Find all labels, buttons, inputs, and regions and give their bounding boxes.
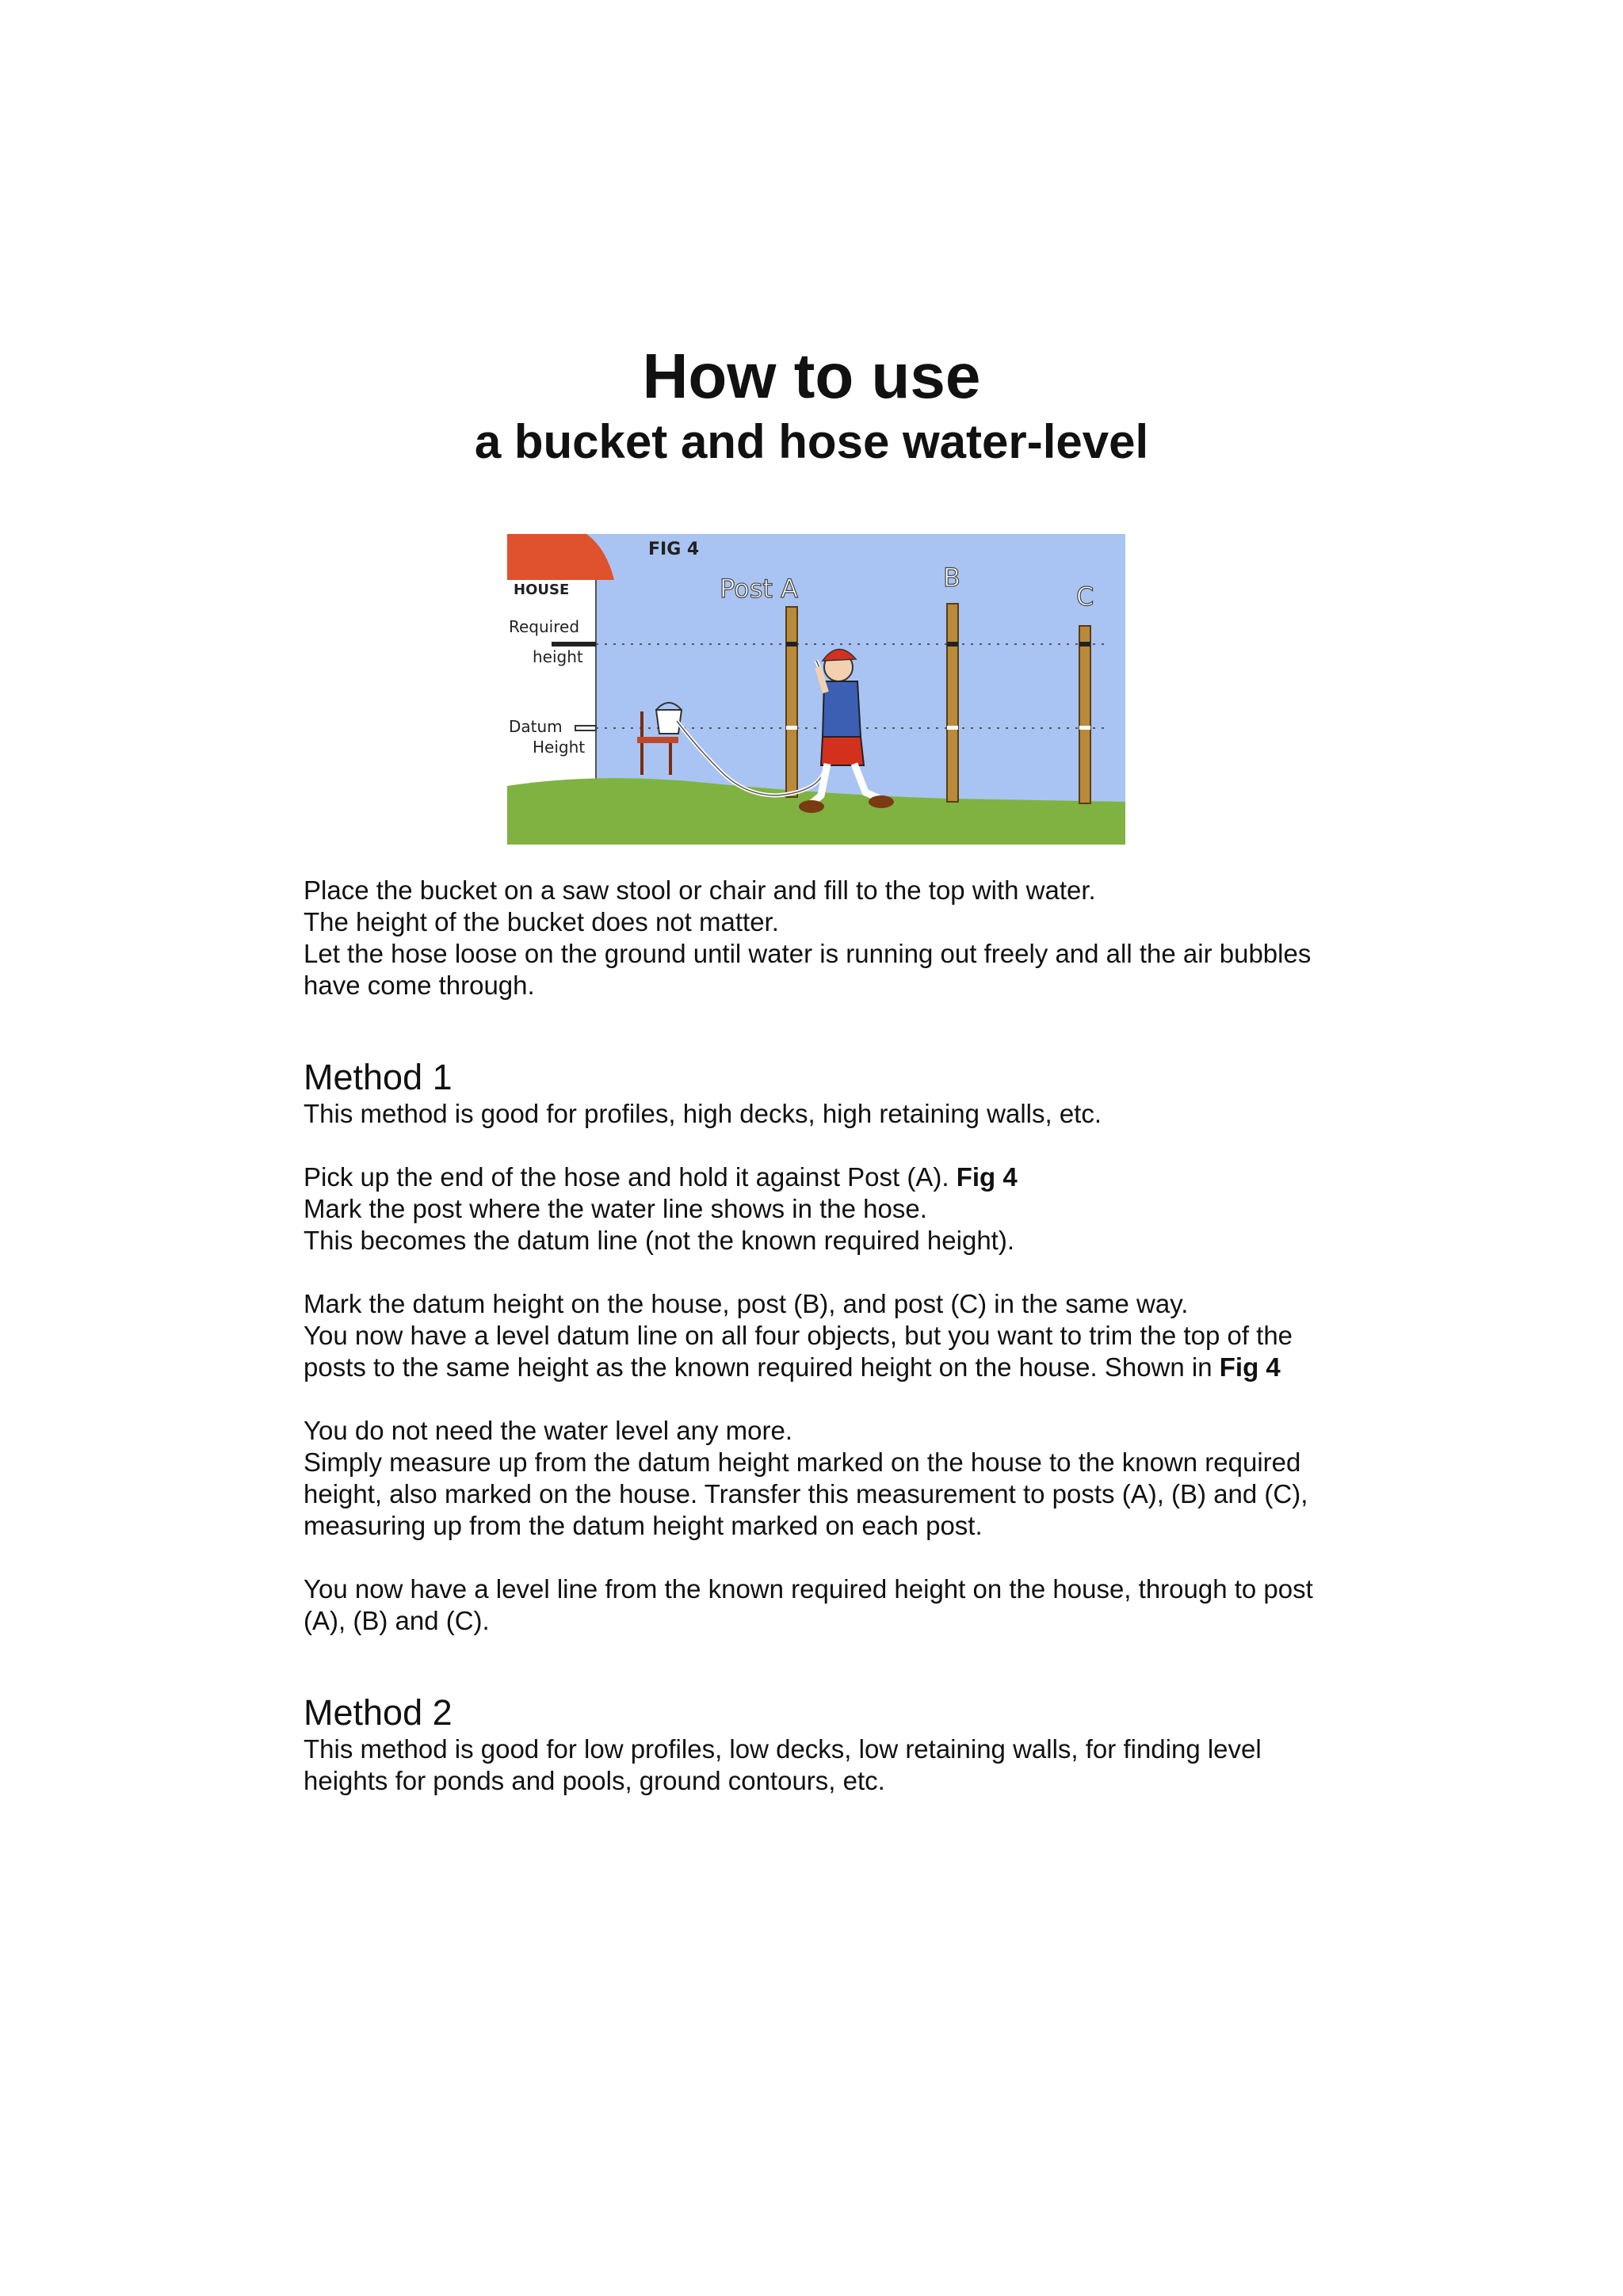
intro-line-1: Place the bucket on a saw stool or chair and fill to the top with water. xyxy=(304,875,1096,905)
method-1-step-4: You now have a level line from the known required height on the house, through to post (A), (B) and (C). xyxy=(304,1574,1313,1635)
document-body xyxy=(304,875,1350,1797)
required-label-2: height xyxy=(533,647,583,666)
fig-label: FIG 4 xyxy=(648,540,700,559)
method-1-step-1-line-3: This becomes the datum line (not the known required height). xyxy=(304,1226,1014,1255)
house-wall xyxy=(507,566,596,811)
method-1-step-3-line-2: Simply measure up from the datum height marked on the house to the known required height, also marked on the house. Transfer this measurement to posts (A), (B) and (C), measuring up from the datum height marked on each post. xyxy=(304,1447,1308,1540)
method-1-heading: Method 1 xyxy=(304,1057,453,1097)
post-a-label: Post A xyxy=(720,574,799,604)
fig-reference: Fig 4 xyxy=(1219,1352,1281,1382)
page-title: How to use xyxy=(642,341,981,411)
post-a xyxy=(786,607,797,797)
method-1-step-1-line-2: Mark the post where the water line shows in the hose. xyxy=(304,1194,927,1223)
intro-line-3: Let the hose loose on the ground until water is running out freely and all the air bubbles have come through. xyxy=(304,939,1312,1000)
fig-4-illustration xyxy=(507,534,1125,845)
method-1-step-2: You now have a level datum line on all four objects, but you want to trim the top of the posts to the same height as the known required height on the house. Shown in Fig 4 xyxy=(304,1321,1293,1382)
fig-reference: Fig 4 xyxy=(956,1162,1018,1192)
method-2-desc: This method is good for low profiles, low decks, low retaining walls, for finding level heights for ponds and pools, ground contours, etc. xyxy=(304,1734,1262,1795)
method-2-heading: Method 2 xyxy=(304,1692,453,1733)
intro-line-2: The height of the bucket does not matter. xyxy=(304,907,779,936)
method-1-step-2-line-1: Mark the datum height on the house, post (B), and post (C) in the same way. xyxy=(304,1289,1189,1318)
post-c-label: C xyxy=(1076,582,1094,612)
datum-label-2: Height xyxy=(533,738,586,757)
post-b-label: B xyxy=(943,563,960,593)
page-subtitle: a bucket and hose water-level xyxy=(474,415,1149,468)
post-c xyxy=(1079,626,1090,803)
house-label: HOUSE xyxy=(514,582,570,598)
datum-label-1: Datum xyxy=(509,717,563,736)
required-label-1: Required xyxy=(509,617,580,636)
method-1-desc: This method is good for profiles, high decks, high retaining walls, etc. xyxy=(304,1099,1102,1128)
method-1-step-3-line-1: You do not need the water level any more. xyxy=(304,1416,793,1445)
method-1-step-1: Pick up the end of the hose and hold it against Post (A). Fig 4 xyxy=(304,1162,1018,1192)
post-b xyxy=(947,604,958,802)
